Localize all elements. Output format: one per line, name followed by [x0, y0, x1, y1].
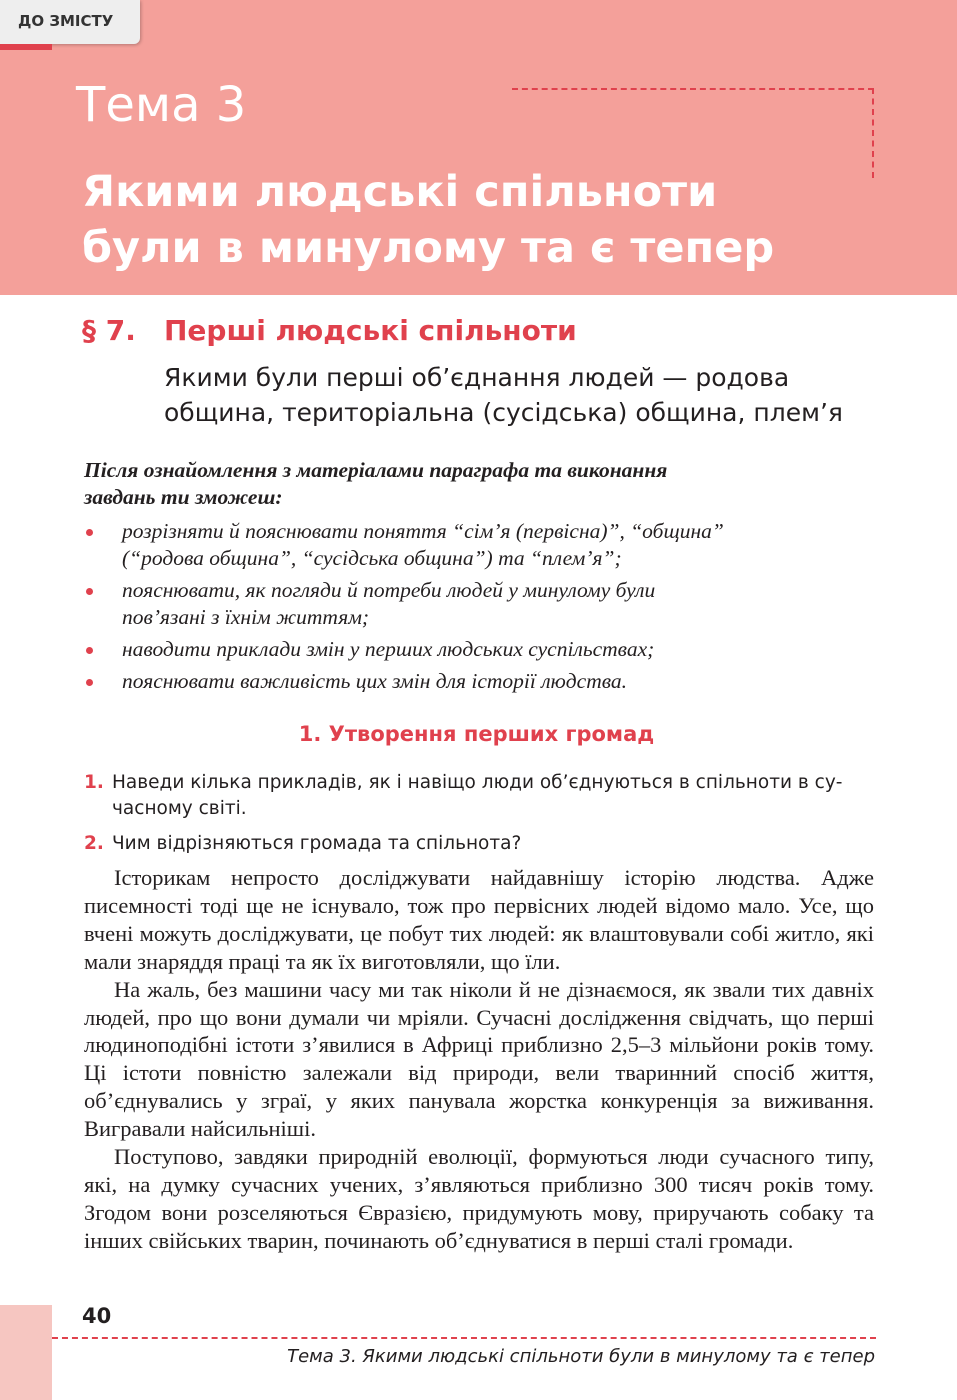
question-item: [84, 831, 874, 857]
bullet-icon: [86, 588, 93, 595]
theme-title-line: були в минулому та є тепер: [82, 223, 775, 273]
theme-header-banner: [0, 0, 957, 295]
paragraph-title: Перші людські спільноти: [164, 314, 577, 347]
objectives-list: [84, 518, 874, 700]
objective-item: [84, 518, 874, 572]
bullet-icon: [86, 647, 93, 654]
question-line: Наведи кілька прикладів, як і навіщо люди об’єднуються в спільноти в су-: [112, 772, 843, 793]
paragraph-subtitle-line: община, територіальна (сусідська) община, плем’я: [164, 398, 843, 427]
paragraph-subtitle: [164, 360, 924, 430]
question-line: Чим відрізняються громада та спільнота?: [112, 833, 522, 854]
objective-line: пояснювати, як погляди й потреби людей у минулому були: [122, 578, 656, 602]
objective-line: пояснювати важливість цих змін для історії людства.: [122, 669, 628, 693]
theme-number: Тема 3: [76, 77, 247, 133]
section-heading: [0, 722, 957, 746]
body-paragraph: Поступово, завдяки природній еволюції, формуються люди сучасного типу, які, на думку сучасних учених, з’являються приблизно 300 тисяч років тому. Згодом вони розселяються Євразією, придумують мову, приручають собаку та інших свійських тварин, починають об’єднуватися в перші сталі громади.: [84, 1144, 874, 1253]
bullet-icon: [86, 529, 93, 536]
footer-divider: [52, 1337, 876, 1339]
body-paragraph: Історикам непросто досліджувати найдавнішу історію людства. Адже писемності тоді ще не існувало, тож про первісних людей відомо мало. Усе, що вчені можуть досліджувати, це побут тих людей: як влаштовували собі житло, які мали знаряддя праці та як їх виготовляли, що їли.: [84, 865, 874, 974]
nav-tab-accent: [0, 44, 52, 50]
question-number: 1.: [84, 772, 104, 793]
body-text: [84, 864, 874, 1255]
body-paragraph: На жаль, без машини часу ми так ніколи й не дізнаємося, як звали тих давніх людей, про що вони думали чи мріяли. Сучасні дослідження свідчать, що перші людиноподібні істоти з’явилися в Африці приблизно 2,5–3 мільйони років тому. Ці істоти повністю залежали від природи, вели тваринний спосіб життя, об’єднувались у зграї, у яких панувала жорстка конкуренція за виживання. Вигравали найсильніші.: [84, 976, 874, 1142]
section-heading-text: 1. Утворення перших громад: [298, 722, 655, 746]
running-title: Тема 3. Якими людські спільноти були в минулому та є тепер: [287, 1346, 875, 1367]
objective-item: [84, 577, 874, 631]
paragraph-number: § 7.: [82, 314, 136, 347]
objective-line: (“родова община”, “сусідська община”) та “плем’я”;: [122, 546, 622, 570]
objective-line: розрізняти й пояснювати поняття “сім’я (первісна)”, “община”: [122, 519, 724, 543]
paragraph-subtitle-line: Якими були перші об’єднання людей — родова: [164, 363, 790, 392]
page-number: 40: [82, 1304, 112, 1328]
theme-title: [82, 164, 942, 276]
back-to-contents-button[interactable]: ДО ЗМІСТУ: [0, 0, 140, 44]
objective-item: [84, 668, 874, 695]
objective-item: [84, 636, 874, 663]
theme-title-line: Якими людські спільноти: [82, 167, 718, 217]
objective-line: наводити приклади змін у перших людських суспільствах;: [122, 637, 655, 661]
question-item: [84, 770, 874, 822]
objective-line: пов’язані з їхнім життям;: [122, 605, 370, 629]
question-line: часному світі.: [112, 798, 247, 819]
objectives-intro-line: завдань ти зможеш:: [84, 485, 283, 509]
bullet-icon: [86, 679, 93, 686]
objectives-intro: [84, 457, 874, 511]
page-side-bar: [0, 1305, 52, 1400]
question-number: 2.: [84, 833, 104, 854]
objectives-intro-line: Після ознайомлення з матеріалами параграфа та виконання: [84, 458, 668, 482]
